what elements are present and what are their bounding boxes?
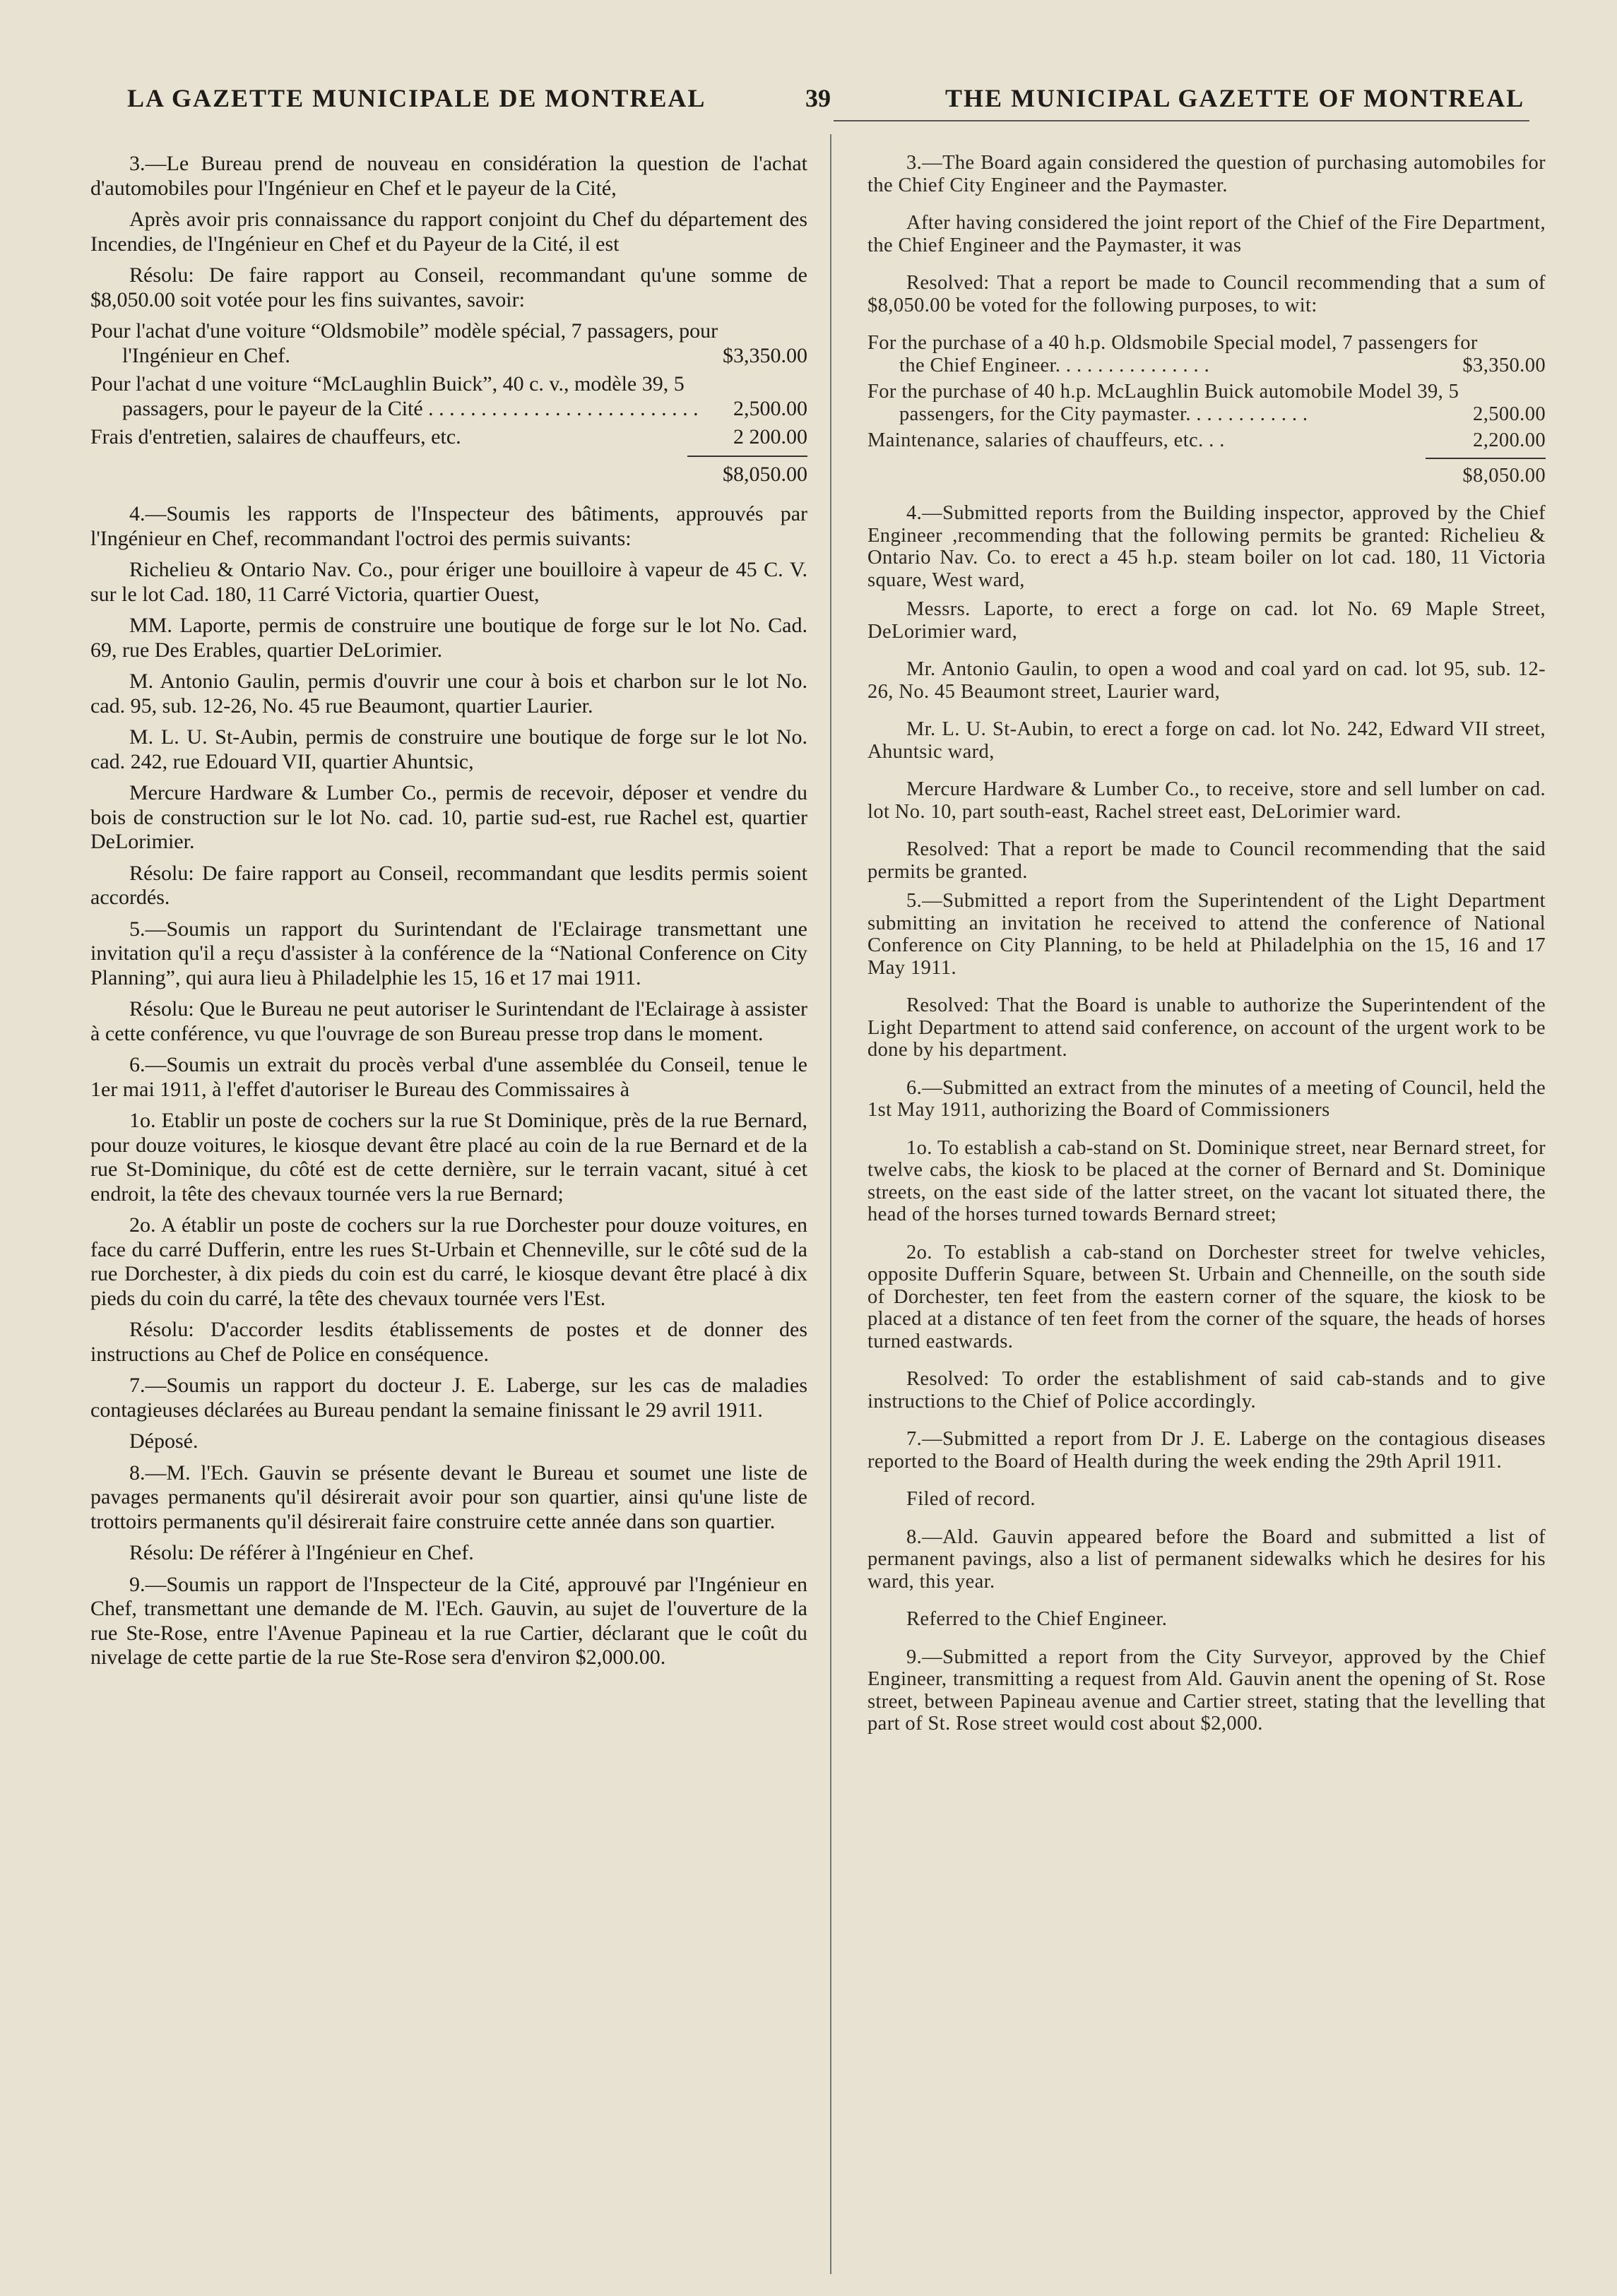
fr-item-8-resolved: Résolu: De référer à l'Ingénieur en Chef.: [129, 1541, 474, 1564]
en-item-5: 5.—Submitted a report from the Superintendent of the Light Department submitting an invitation he received to attend the conference of National Conference on City Planning, to be held at Philadelphia on the 15, 16 and 17 May 1911.: [867, 890, 1546, 979]
fr-item-4-resolved: Résolu: De faire rapport au Conseil, recommandant que lesdits permis soient accordés.: [90, 861, 807, 909]
fr-item-3-considered: Après avoir pris connaissance du rapport conjoint du Chef du département des Incendies, de l'Ingénieur en Chef et du Payeur de la Cité, il est: [90, 208, 807, 256]
en-item-3: 3.—The Board again considered the question of purchasing automobiles for the Chief City Engineer and the Paymaster.: [867, 152, 1546, 196]
en-item-9: 9.—Submitted a report from the City Surveyor, approved by the Chief Engineer, transmitting a request from Ald. Gauvin anent the opening of St. Rose street, between Papineau avenue and Cartier street, stating that the levelling that part of St. Rose street would cost about $2,000.: [867, 1646, 1546, 1735]
en-item-4: 4.—Submitted reports from the Building inspector, approved by the Chief Engineer ,recommending that the following permits be granted: Richelieu & Ontario Nav. Co. to erect a 45 h.p. steam boiler on lot cad. 180, 11 Victoria square, West ward,: [867, 502, 1546, 591]
fr-item-8: 8.—M. l'Ech. Gauvin se présente devant le Bureau et soumet une liste de pavages permanents qu'il désirerait avoir pour son quartier, ainsi qu'une liste de trottoirs permanents qu'il désirerait faire construire cette année dans son quartier.: [90, 1461, 807, 1533]
fr-item-9: 9.—Soumis un rapport de l'Inspecteur de la Cité, approuvé par l'Ingénieur en Chef, transmettant une demande de M. l'Ech. Gauvin, au sujet de l'ouverture de la rue Ste-Rose, entre l'Avenue Papineau et la rue Cartier, déclarant que le coût du nivelage de cette partie de la rue Ste-Rose sera d'environ $2,000.00.: [90, 1572, 807, 1669]
fr-expense-2-amount: 2,500.00: [733, 396, 807, 420]
en-item-3-considered: After having considered the joint report of the Chief of the Fire Department, the Chief Engineer and the Paymaster, it was: [867, 212, 1546, 256]
header-rule: [834, 120, 1529, 121]
french-column: [90, 152, 807, 1677]
fr-expense-1-amount: $3,350.00: [723, 343, 807, 367]
en-expense-line-2: [867, 381, 1546, 425]
fr-item-7: 7.—Soumis un rapport du docteur J. E. Laberge, sur les cas de maladies contagieuses déclarées au Bureau pendant la semaine finissant le 29 avril 1911.: [90, 1374, 807, 1422]
en-expense-line-3: [867, 429, 1546, 452]
en-item-8-resolved: Referred to the Chief Engineer.: [906, 1608, 1168, 1630]
en-item-3-resolved: Resolved: That a report be made to Council recommending that a sum of $8,050.00 be voted for the following purposes, to wit:: [867, 272, 1546, 316]
fr-permit-richelieu: Richelieu & Ontario Nav. Co., pour ériger une bouilloire à vapeur de 45 C. V. sur le lot Cad. 180, 11 Carré Victoria, quartier Ouest,: [90, 558, 807, 606]
en-item-7-filed: Filed of record.: [906, 1488, 1036, 1510]
fr-expense-3-text: Frais d'entretien, salaires de chauffeurs, etc.: [90, 425, 461, 448]
fr-expense-line-3: [90, 425, 807, 450]
fr-item-6: 6.—Soumis un extrait du procès verbal d'une assemblée du Conseil, tenue le 1er mai 1911, à l'effet d'autoriser le Bureau des Commissaires à: [90, 1053, 807, 1101]
fr-item-5: 5.—Soumis un rapport du Surintendant de l'Eclairage transmettant une invitation qu'il a reçu d'assister à la conférence de la “National Conference on City Planning”, qui aura lieu à Philadelphie les 15, 16 et 17 mai 1911.: [90, 917, 807, 989]
en-item-5-resolved: Resolved: That the Board is unable to authorize the Superintendent of the Light Department to attend said conference, on account of the urgent work to be done by his department.: [867, 994, 1546, 1061]
fr-item-4: 4.—Soumis les rapports de l'Inspecteur des bâtiments, approuvés par l'Ingénieur en Chef, recommandant l'octroi des permis suivants:: [90, 502, 807, 550]
fr-expense-3-amount: 2 200.00: [733, 425, 807, 448]
en-expense-1-amount: $3,350.00: [1462, 354, 1546, 376]
en-permit-st-aubin: Mr. L. U. St-Aubin, to erect a forge on cad. lot No. 242, Edward VII street, Ahuntsic ward,: [867, 718, 1546, 763]
page-number: 39: [805, 84, 831, 112]
en-item-7: 7.—Submitted a report from Dr J. E. Laberge on the contagious diseases reported to the Board of Health during the week ending the 29th April 1911.: [867, 1428, 1546, 1473]
fr-expense-line-2: [90, 372, 807, 421]
en-expense-2-amount: 2,500.00: [1473, 403, 1546, 425]
fr-permit-mercure: Mercure Hardware & Lumber Co., permis de recevoir, déposer et vendre du bois de construction sur le lot No. cad. 10, partie sud-est, rue Rachel est, quartier DeLorimier.: [90, 781, 807, 853]
en-permit-laporte: Messrs. Laporte, to erect a forge on cad. lot No. 69 Maple Street, DeLorimier ward,: [867, 598, 1546, 643]
fr-item-6-resolved: Résolu: D'accorder lesdits établissements de postes et de donner des instructions au Chef de Police en conséquence.: [90, 1318, 807, 1366]
en-expense-3-text: Maintenance, salaries of chauffeurs, etc. . .: [867, 429, 1225, 451]
fr-item-7-filed: Déposé.: [129, 1429, 199, 1453]
en-expense-1-text: For the purchase of a 40 h.p. Oldsmobile Special model, 7 passengers for the Chief Engineer. . . . . . . . . . . . . . .: [867, 332, 1478, 376]
fr-item-3-resolved: Résolu: De faire rapport au Conseil, recommandant qu'une somme de $8,050.00 soit votée pour les fins suivantes, savoir:: [90, 263, 807, 311]
fr-expense-2-text: Pour l'achat d une voiture “McLaughlin Buick”, 40 c. v., modèle 39, 5 passagers, pour le payeur de la Cité . . . . . . . . . . . . . . . . . . . . . . . . . .: [90, 372, 699, 420]
fr-item-3: 3.—Le Bureau prend de nouveau en considération la question de l'achat d'automobiles pour l'Ingénieur en Chef et le payeur de la Cité,: [90, 152, 807, 200]
en-permit-gaulin: Mr. Antonio Gaulin, to open a wood and coal yard on cad. lot 95, sub. 12-26, No. 45 Beaumont street, Laurier ward,: [867, 658, 1546, 703]
fr-expense-line-1: [90, 319, 807, 368]
fr-permit-laporte: MM. Laporte, permis de construire une boutique de forge sur le lot No. Cad. 69, rue Des Erables, quartier DeLorimier.: [90, 614, 807, 662]
english-column: [867, 152, 1546, 1751]
en-item-8: 8.—Ald. Gauvin appeared before the Board and submitted a list of permanent pavings, also a list of permanent sidewalks which he desires for his ward, this year.: [867, 1525, 1546, 1593]
fr-permit-st-aubin: M. L. U. St-Aubin, permis de construire une boutique de forge sur le lot No. cad. 242, rue Edouard VII, quartier Ahuntsic,: [90, 725, 807, 773]
header-english-title: THE MUNICIPAL GAZETTE OF MONTREAL: [945, 84, 1525, 112]
fr-permit-gaulin: M. Antonio Gaulin, permis d'ouvrir une cour à bois et charbon sur le lot No. cad. 95, sub. 12-26, No. 45 rue Beaumont, quartier Laurier.: [90, 670, 807, 718]
en-item-6-first: 1o. To establish a cab-stand on St. Dominique street, near Bernard street, for twelve cabs, the kiosk to be placed at the corner of Bernard and St. Dominique streets, on the east side of the latter street, on the vacant lot situated there, the head of the horses turned towards Bernard street;: [867, 1136, 1546, 1225]
en-item-6-second: 2o. To establish a cab-stand on Dorchester street for twelve vehicles, opposite Dufferin Square, between St. Urbain and Chenneille, on the south side of Dorchester, ten feet from the eastern corner of the square, the kiosk to be placed at a distance of ten feet from the corner of the square, the heads of horses turned eastwards.: [867, 1241, 1546, 1352]
column-divider: [830, 134, 831, 2274]
fr-item-6-first: 1o. Etablir un poste de cochers sur la rue St Dominique, près de la rue Bernard, pour douze voitures, le kiosque devant être placé au coin de la rue Bernard et de la rue St-Dominique, du côté est de cette dernière, sur le terrain vacant, situé à cet endroit, la tête des chevaux tournée vers la rue Bernard;: [90, 1109, 807, 1206]
page-header: [0, 83, 1617, 126]
header-french-title: LA GAZETTE MUNICIPALE DE MONTREAL: [127, 84, 706, 112]
en-permit-mercure: Mercure Hardware & Lumber Co., to receive, store and sell lumber on cad. lot No. 10, part south-east, Rachel street east, DeLorimier ward.: [867, 778, 1546, 823]
en-item-6-resolved: Resolved: To order the establishment of said cab-stands and to give instructions to the Chief of Police accordingly.: [867, 1368, 1546, 1412]
fr-item-5-resolved: Résolu: Que le Bureau ne peut autoriser le Surintendant de l'Eclairage à assister à cette conférence, vu que l'ouvrage de son Bureau presse trop dans le moment.: [90, 997, 807, 1045]
en-item-6: 6.—Submitted an extract from the minutes of a meeting of Council, held the 1st May 1911, authorizing the Board of Commissioners: [867, 1076, 1546, 1121]
en-expense-2-text: For the purchase of 40 h.p. McLaughlin Buick automobile Model 39, 5 passengers, for the City paymaster. . . . . . . . . . . .: [867, 381, 1459, 425]
fr-expense-1-text: Pour l'achat d'une voiture “Oldsmobile” modèle spécial, 7 passagers, pour l'Ingénieur en Chef.: [90, 319, 718, 367]
en-expense-3-amount: 2,200.00: [1473, 429, 1546, 451]
fr-item-6-second: 2o. A établir un poste de cochers sur la rue Dorchester pour douze voitures, en face du carré Dufferin, entre les rues St-Urbain et Chenneville, sur le côté sud de la rue Dorchester, à dix pieds du coin est du carré, le kiosque devant être placé à dix pieds du coin du carré, la tête des chevaux tournée vers l'Est.: [90, 1213, 807, 1310]
en-item-4-resolved: Resolved: That a report be made to Council recommending that the said permits be granted.: [867, 838, 1546, 883]
fr-expense-total: $8,050.00: [687, 456, 807, 487]
en-expense-total: $8,050.00: [1426, 458, 1546, 487]
en-expense-line-1: [867, 332, 1546, 376]
